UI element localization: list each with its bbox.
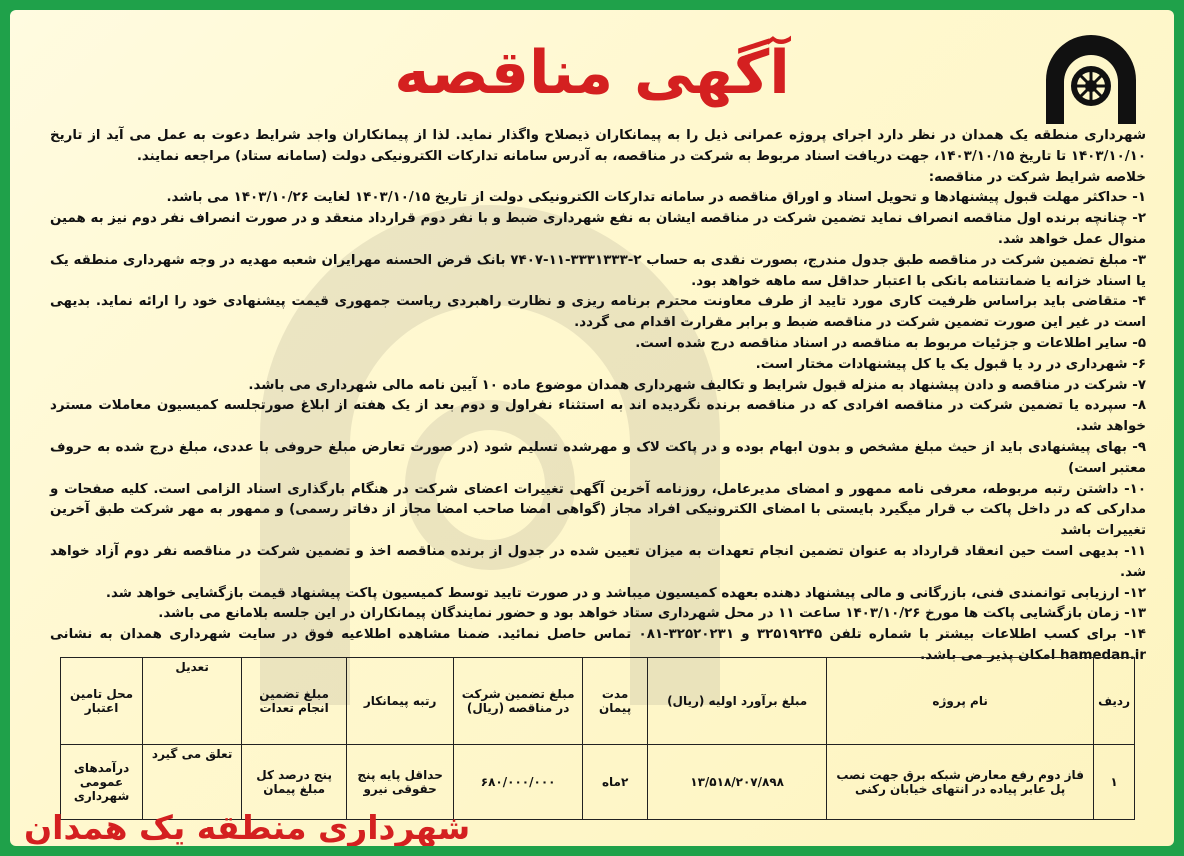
clause-item: ۷- شرکت در مناقصه و دادن پیشنهاد به منزله قبول شرایط و تکالیف شهرداری همدان موضوع ماده ۱۰ آیین نامه مالی شهرداری می باشد.	[248, 377, 1146, 393]
clause-item: ۱۳- زمان بازگشایی پاکت ها مورخ ۱۴۰۳/۱۰/۲۶ ساعت ۱۱ در محل شهرداری ستاد خواهد بود و حضور نمایندگان پیمانکاران در این جلسه بلامانع می باشد.	[158, 606, 1146, 622]
clause-item: ۳- مبلغ تضمین شرکت در مناقصه طبق جدول مندرج، بصورت نقدی به حساب ۲-۳۳۳۱۳۳۳-۱۱-۷۴۰۷ بانک قرض الحسنه مهرایران شعبه مهدیه در وجه شهرداری منطقه یک یا اسناد خزانه یا ضمانتنامه بانکی با اعتبار حداقل سه ماهه خواهد بود.	[50, 252, 1146, 289]
table-header-row	[61, 658, 1135, 745]
conditions-heading: خلاصه شرایط شرکت در مناقصه:	[928, 169, 1146, 185]
notice-sheet	[10, 10, 1174, 846]
clause-item: ۸- سپرده یا تضمین شرکت در مناقصه افرادی که در مناقصه برنده نگردیده اند به استثناء نفراول و دوم بعد از یک هفته از ابلاغ صورتجلسه کمیسیون معاملات مسترد خواهد شد.	[50, 398, 1146, 435]
header-initial-estimate: مبلغ برآورد اولیه (ریال)	[648, 658, 827, 745]
notice-body	[50, 126, 1146, 667]
cell-bid-guarantee: ۶۸۰/۰۰۰/۰۰۰	[454, 745, 583, 820]
header-bid-guarantee: مبلغ تضمین شرکت در مناقصه (ریال)	[454, 658, 583, 745]
cell-duration: ۲ماه	[583, 745, 648, 820]
clause-item: ۹- بهای پیشنهادی باید از حیث مبلغ مشخص و بدون ابهام بوده و در پاکت لاک و مهرشده تسلیم شود (در صورت تعارض مبلغ حروفی با عددی، مبلغ درج شده به حروف معتبر است)	[50, 439, 1146, 476]
notice-title: آگهی مناقصه	[394, 38, 790, 108]
projects-table	[60, 657, 1135, 820]
clause-item: ۴- متقاضی باید براساس ظرفیت کاری مورد تایید از طرف معاونت محترم برنامه ریزی و نظارت راهبردی ریاست جمهوری قیمت پیشنهادی خود را ارائه نماید. بدیهی است در غیر این صورت تضمین شرکت در مناقصه ضبط و برابر مقرارت اقدام می گردد.	[50, 294, 1146, 331]
clause-item: ۱- حداکثر مهلت قبول پیشنهادها و تحویل اسناد و اوراق مناقصه در سامانه تدارکات الکترونیکی دولت از تاریخ ۱۴۰۳/۱۰/۱۵ لغایت ۱۴۰۳/۱۰/۲۶ می باشد.	[166, 190, 1146, 206]
header-performance-guarantee: مبلغ تضمین انجام تعدات	[242, 658, 347, 745]
cell-adjustment: تعلق می گیرد	[143, 745, 242, 820]
clause-item: ۶- شهرداری در رد یا قبول یک یا کل پیشنهادات مختار است.	[755, 356, 1146, 372]
header-funding-source: محل تامین اعتبار	[61, 658, 143, 745]
clause-item: ۲- چنانچه برنده اول مناقصه انصراف نماید تضمین شرکت در مناقصه ایشان به نفع شهرداری ضبط و با نفر دوم قرارداد منعقد و در صورت انصراف نفر دوم نیز به همین منوال عمل خواهد شد.	[50, 211, 1146, 247]
issuer-signature: شهرداری منطقه یک همدان	[24, 808, 471, 846]
clause-item: ۱۴- برای کسب اطلاعات بیشتر با شماره تلفن ۳۲۵۱۹۲۴۵ و ۳۲۵۲۰۲۳۱-۰۸۱ تماس حاصل نمائید. ضمنا مشاهده اطلاعیه فوق در سایت شهرداری همدان به نشانی hamedan.ir امکان پذیر می باشد.	[50, 627, 1146, 663]
header-adjustment: تعدیل	[143, 658, 242, 745]
header-duration: مدت پیمان	[583, 658, 648, 745]
cell-project-name: فاز دوم رفع معارض شبکه برق جهت نصب پل عابر پیاده در انتهای خیابان رکنی	[827, 745, 1094, 820]
intro-paragraph: شهرداری منطقه یک همدان در نظر دارد اجرای پروژه عمرانی ذیل را به پیمانکاران ذیصلاح واگذار نماید. لذا از پیمانکاران واجد شرایط دعوت به عمل می آید از تاریخ ۱۴۰۳/۱۰/۱۰ تا تاریخ ۱۴۰۳/۱۰/۱۵، جهت دریافت اسناد مربوط به شرکت در مناقصه، به آدرس سامانه تدارکات الکترونیکی دولت (سامانه ستاد) مراجعه نمایند.	[50, 128, 1146, 164]
header-contractor-grade: رتبه پیمانکار	[347, 658, 454, 745]
header-project-name: نام پروژه	[827, 658, 1094, 745]
clause-item: ۱۰- داشتن رتبه مربوطه، معرفی نامه ممهور و امضای مدیرعامل، روزنامه آخرین آگهی تغییرات اعضای شرکت در هنگام بارگذاری اسناد الزامی است. کلیه صفحات و مدارکی که در داخل پاکت ب قرار میگیرد بایستی با امضای الکترونیکی افراد مجاز (گواهی امضا صاحب امضا مجاز از دفاتر رسمی) و ممهور به مهر شرکت طبق آخرین تغییرات باشد	[50, 481, 1146, 539]
cell-contractor-grade: حداقل پایه پنج حقوقی نیرو	[347, 745, 454, 820]
cell-initial-estimate: ۱۳/۵۱۸/۲۰۷/۸۹۸	[648, 745, 827, 820]
cell-funding-source: درآمدهای عمومی شهرداری	[61, 745, 143, 820]
clause-item: ۵- سایر اطلاعات و جزئیات مربوط به مناقصه در اسناد مناقصه درج شده است.	[635, 335, 1146, 351]
header-row-number: ردیف	[1094, 658, 1135, 745]
cell-performance-guarantee: پنج درصد کل مبلغ پیمان	[242, 745, 347, 820]
clause-item: ۱۱- بدیهی است حین انعقاد قرارداد به عنوان تضمین انجام تعهدات به میزان تعیین شده در جدول از برنده مناقصه اخذ و تضمین شرکت در مناقصه نفر دوم آزاد خواهد شد.	[50, 543, 1146, 580]
clause-item: ۱۲- ارزیابی توانمندی فنی، بازرگانی و مالی پیشنهاد دهنده بعهده کمیسیون میباشد و در صورت تایید توسط کمیسیون پاکت پیشنهاد قیمت بازگشایی خواهد شد.	[105, 585, 1146, 601]
cell-row-number: ۱	[1094, 745, 1135, 820]
